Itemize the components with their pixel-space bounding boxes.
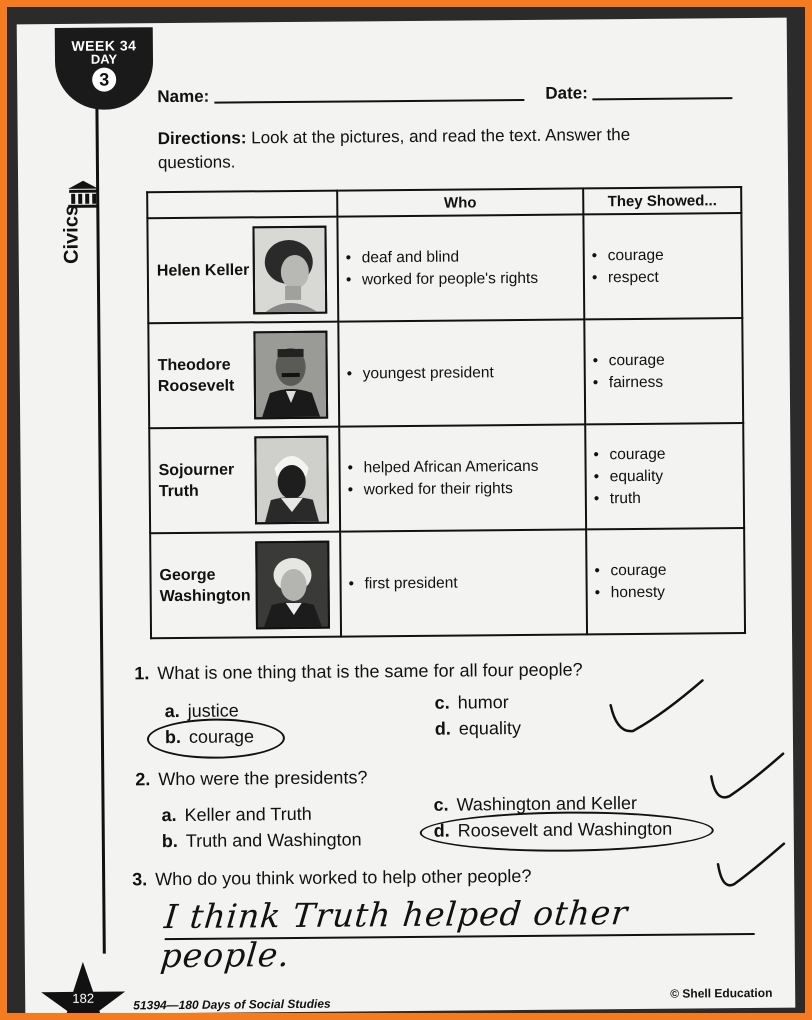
answer-option[interactable] (435, 692, 509, 714)
option-letter: b. (164, 726, 182, 748)
person-name: Sojourner Truth (158, 460, 235, 500)
checkmark-icon (602, 670, 713, 741)
checkmark-icon (712, 840, 792, 895)
trait-item: • courage (609, 443, 741, 466)
showed-cell (583, 213, 742, 319)
option-text: Keller and Truth (184, 803, 312, 825)
table-row (149, 423, 744, 533)
table-header-who: Who (337, 188, 583, 216)
question-text: What is one thing that is the same for all four people? (157, 659, 583, 684)
theodore-roosevelt-portrait (253, 331, 328, 420)
worksheet-page (17, 18, 796, 1013)
who-item: • first president (364, 571, 584, 595)
name-field[interactable] (214, 85, 524, 104)
showed-cell (584, 318, 743, 424)
person-name: George Washington (159, 566, 251, 605)
option-letter: a. (164, 700, 180, 722)
day-number: 3 (92, 68, 116, 92)
who-item: • worked for their rights (364, 477, 584, 501)
directions-label: Directions: (157, 128, 247, 149)
table-row (150, 528, 745, 638)
book-title: 51394—180 Days of Social Studies (133, 996, 331, 1013)
trait-item: • courage (609, 349, 741, 372)
table-header-blank (147, 191, 337, 219)
option-text: courage (188, 726, 255, 747)
directions-text: Look at the pictures, and read the text. Answer the questions. (157, 125, 631, 173)
option-letter: d. (433, 820, 450, 841)
name-label: Name: (157, 86, 210, 107)
helen-keller-portrait (252, 226, 327, 315)
option-letter: c. (433, 794, 449, 815)
who-cell (340, 529, 587, 636)
option-text: humor (457, 692, 509, 713)
table-row (147, 213, 742, 323)
person-cell (147, 217, 338, 324)
date-field[interactable] (592, 83, 732, 100)
directions (158, 123, 678, 176)
question-number: 2. (135, 769, 151, 790)
option-text: equality (458, 718, 521, 739)
person-cell (149, 427, 340, 534)
who-item: • helped African Americans (363, 455, 583, 479)
showed-cell (586, 528, 745, 634)
sojourner-truth-portrait (254, 436, 329, 525)
answer-option[interactable] (162, 829, 362, 852)
who-cell (338, 319, 585, 426)
answer-circle (147, 718, 285, 759)
option-letter: a. (161, 805, 177, 826)
table-row (148, 318, 743, 428)
publisher: © Shell Education (670, 985, 773, 1001)
person-name: Helen Keller (156, 261, 250, 280)
question-1 (134, 659, 582, 684)
who-cell (337, 214, 584, 321)
trait-item: • equality (610, 465, 742, 488)
people-table (146, 186, 746, 639)
person-name: Theodore Roosevelt (157, 356, 235, 395)
option-text: Washington and Keller (456, 792, 638, 815)
photo-frame (7, 7, 805, 1013)
trait-item: • courage (608, 244, 740, 267)
handwritten-answer: I think Truth helped other people. (158, 893, 631, 976)
date-label: Date: (545, 83, 588, 103)
person-cell (150, 532, 341, 639)
question-number: 3. (132, 869, 148, 890)
who-item: • youngest president (363, 361, 583, 385)
trait-item: • honesty (611, 581, 743, 604)
question-text: Who were the presidents? (158, 767, 368, 790)
showed-cell (585, 423, 744, 529)
george-washington-portrait (255, 541, 330, 630)
option-letter: b. (161, 831, 178, 852)
question-3 (132, 866, 531, 890)
trait-item: • truth (610, 487, 742, 510)
subject-label: Civics (60, 204, 83, 265)
table-header-showed: They Showed... (583, 187, 741, 214)
answer-option[interactable] (435, 718, 521, 740)
trait-item: • courage (610, 559, 742, 582)
option-letter: d. (434, 718, 451, 739)
option-text: justice (187, 700, 239, 721)
option-text: Roosevelt and Washington (457, 818, 673, 841)
who-item: • worked for people's rights (362, 267, 582, 291)
who-cell (339, 424, 586, 531)
question-number: 1. (134, 663, 150, 684)
person-cell (148, 322, 339, 429)
question-2 (135, 767, 367, 790)
who-item: • deaf and blind (362, 245, 582, 269)
checkmark-icon (703, 748, 794, 809)
option-text: Truth and Washington (185, 829, 362, 851)
page-number: 182 (72, 990, 95, 1006)
option-letter: c. (434, 692, 450, 713)
day-label: DAY (90, 51, 118, 67)
trait-item: • respect (608, 266, 740, 289)
week-label: WEEK 34 (71, 37, 137, 54)
answer-circle (420, 810, 714, 853)
question-text: Who do you think worked to help other people? (155, 865, 532, 890)
name-date-line (157, 82, 747, 107)
trait-item: • fairness (609, 371, 741, 394)
answer-option[interactable] (162, 804, 312, 826)
